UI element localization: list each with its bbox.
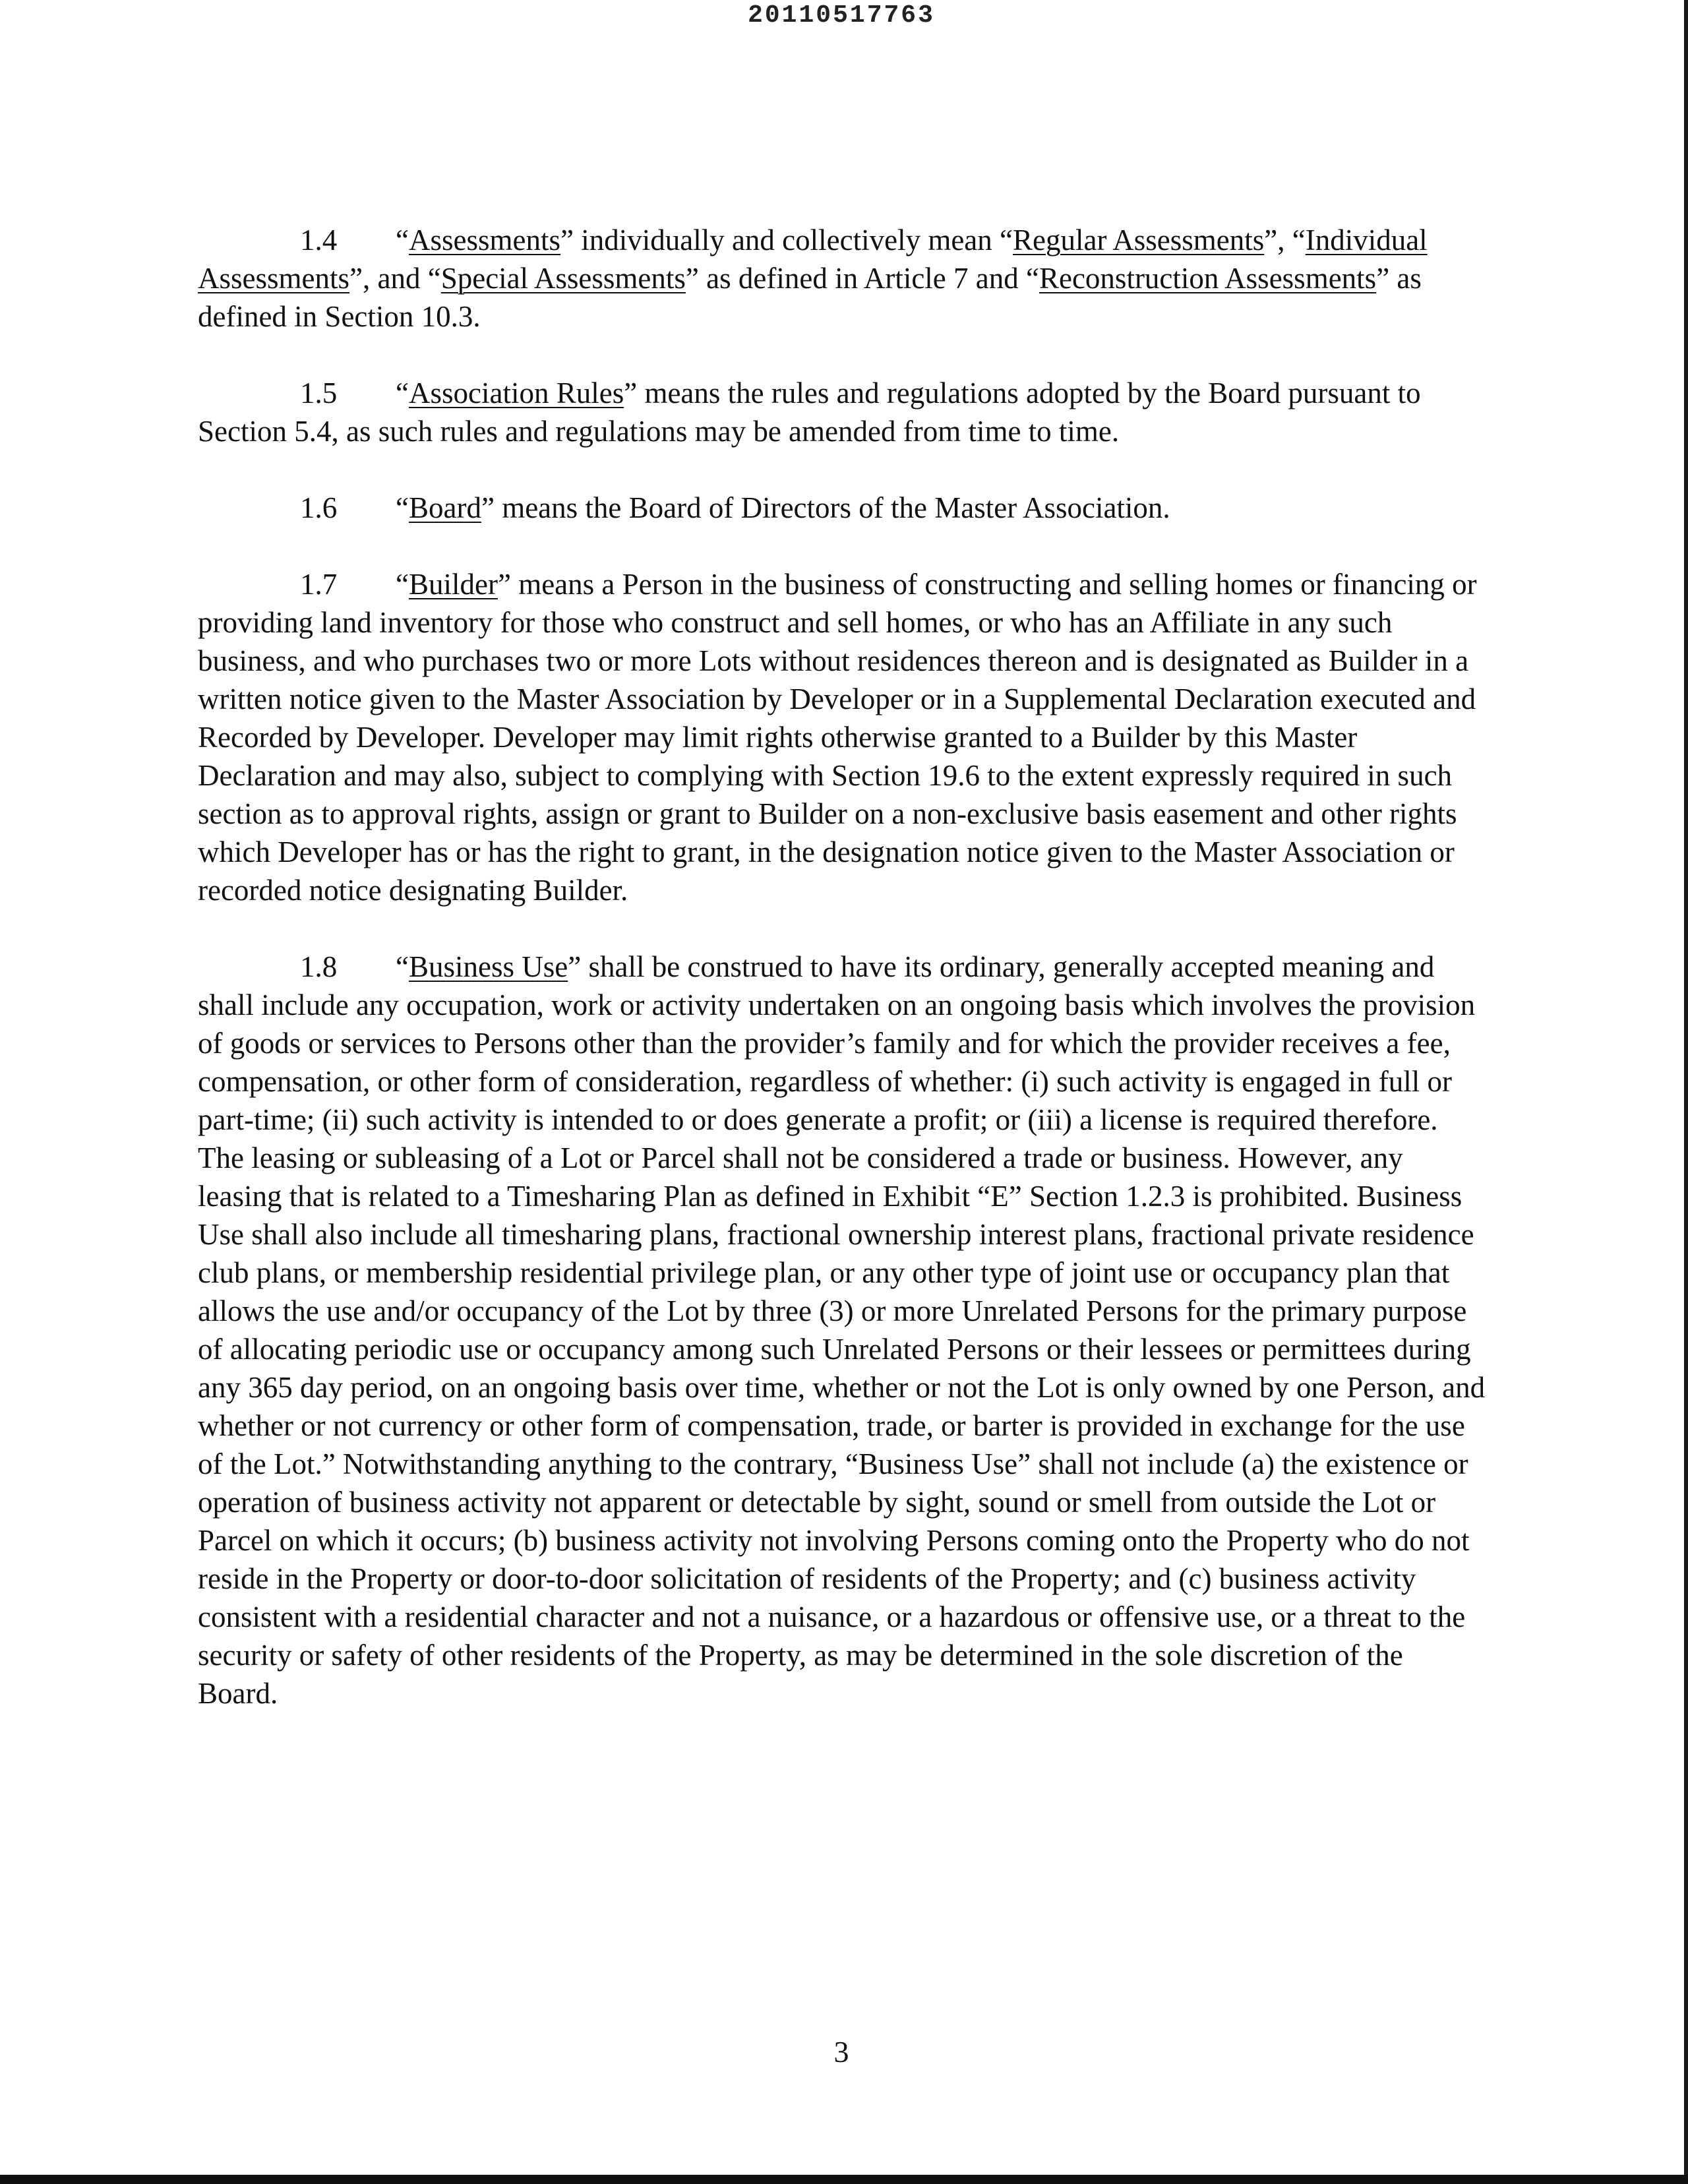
section-1-6 [198, 489, 1490, 527]
section-1-4 [198, 221, 1490, 336]
scan-edge-right [1684, 0, 1688, 2184]
section-text: ” as defined in Section 10.3. [198, 262, 1422, 333]
section-1-8 [198, 948, 1490, 1713]
defined-term: Regular Assessments [1013, 224, 1265, 257]
section-text: “ [396, 377, 409, 410]
section-text: “ [396, 568, 409, 601]
section-1-5 [198, 374, 1490, 450]
page-number: 3 [833, 2035, 849, 2069]
document-number: 20110517763 [748, 1, 935, 30]
section-text: “ [396, 950, 409, 983]
section-number: 1.8 [300, 950, 338, 983]
defined-term: Board [408, 491, 481, 524]
section-1-7 [198, 565, 1490, 909]
section-text: “ [396, 491, 409, 524]
section-text: ” means the rules and regulations adopted by the Board pursuant to Section 5.4, as such rules and regulations may be amended from time to time. [198, 377, 1421, 448]
defined-term: Reconstruction Assessments [1039, 262, 1377, 295]
defined-term: Special Assessments [440, 262, 686, 295]
section-number: 1.4 [300, 224, 338, 257]
section-text: “ [396, 224, 409, 257]
defined-term: Business Use [408, 950, 568, 983]
section-number: 1.6 [300, 491, 338, 524]
document-body [198, 221, 1490, 1751]
section-number: 1.7 [300, 568, 338, 601]
section-text: ” means a Person in the business of constructing and selling homes or financing or providing land inventory for those who construct and sell homes, or who has an Affiliate in any such business, and who purchases two or more Lots without residences thereon and is designated as Builder in a written notice given to the Master Association by Developer or in a Supplemental Declaration executed and Recorded by Developer. Developer may limit rights otherwise granted to a Builder by this Master Declaration and may also, subject to complying with Section 19.6 to the extent expressly required in such section as to approval rights, assign or grant to Builder on a non-exclusive basis easement and other rights which Developer has or has the right to grant, in the designation notice given to the Master Association or recorded notice designating Builder. [198, 568, 1477, 907]
defined-term: Association Rules [408, 377, 624, 410]
section-text: ” individually and collectively mean “ [560, 224, 1013, 257]
section-number: 1.5 [300, 377, 338, 410]
defined-term: Assessments [408, 224, 560, 257]
section-text: ” means the Board of Directors of the Master Association. [481, 491, 1170, 524]
defined-term: Builder [408, 568, 498, 601]
section-text: ” as defined in Article 7 and “ [685, 262, 1039, 295]
section-text: ”, and “ [349, 262, 441, 295]
section-text: ”, “ [1264, 224, 1306, 257]
scan-edge-bottom [0, 2175, 1688, 2184]
section-text: ” shall be construed to have its ordinary, generally accepted meaning and shall include any occupation, work or activity undertaken on an ongoing basis which involves the provision of goods or services to Persons other than the provider’s family and for which the provider receives a fee, compensation, or other form of consideration, regardless of whether: (i) such activity is engaged in full or part-time; (ii) such activity is intended to or does generate a profit; or (iii) a license is required therefore. The leasing or subleasing of a Lot or Parcel shall not be considered a trade or business. However, any leasing that is related to a Timesharing Plan as defined in Exhibit “E” Section 1.2.3 is prohibited. Business Use shall also include all timesharing plans, fractional ownership interest plans, fractional private residence club plans, or membership residential privilege plan, or any other type of joint use or occupancy plan that allows the use and/or occupancy of the Lot by three (3) or more Unrelated Persons for the primary purpose of allocating periodic use or occupancy among such Unrelated Persons or their lessees or permittees during any 365 day period, on an ongoing basis over time, whether or not the Lot is only owned by one Person, and whether or not currency or other form of compensation, trade, or barter is provided in exchange for the use of the Lot.” Notwithstanding anything to the contrary, “Business Use” shall not include (a) the existence or operation of business activity not apparent or detectable by sight, sound or smell from outside the Lot or Parcel on which it occurs; (b) business activity not involving Persons coming onto the Property who do not reside in the Property or door-to-door solicitation of residents of the Property; and (c) business activity consistent with a residential character and not a nuisance, or a hazardous or offensive use, or a threat to the security or safety of other residents of the Property, as may be determined in the sole discretion of the Board. [198, 950, 1486, 1710]
defined-term: Individual Assessments [198, 224, 1428, 295]
